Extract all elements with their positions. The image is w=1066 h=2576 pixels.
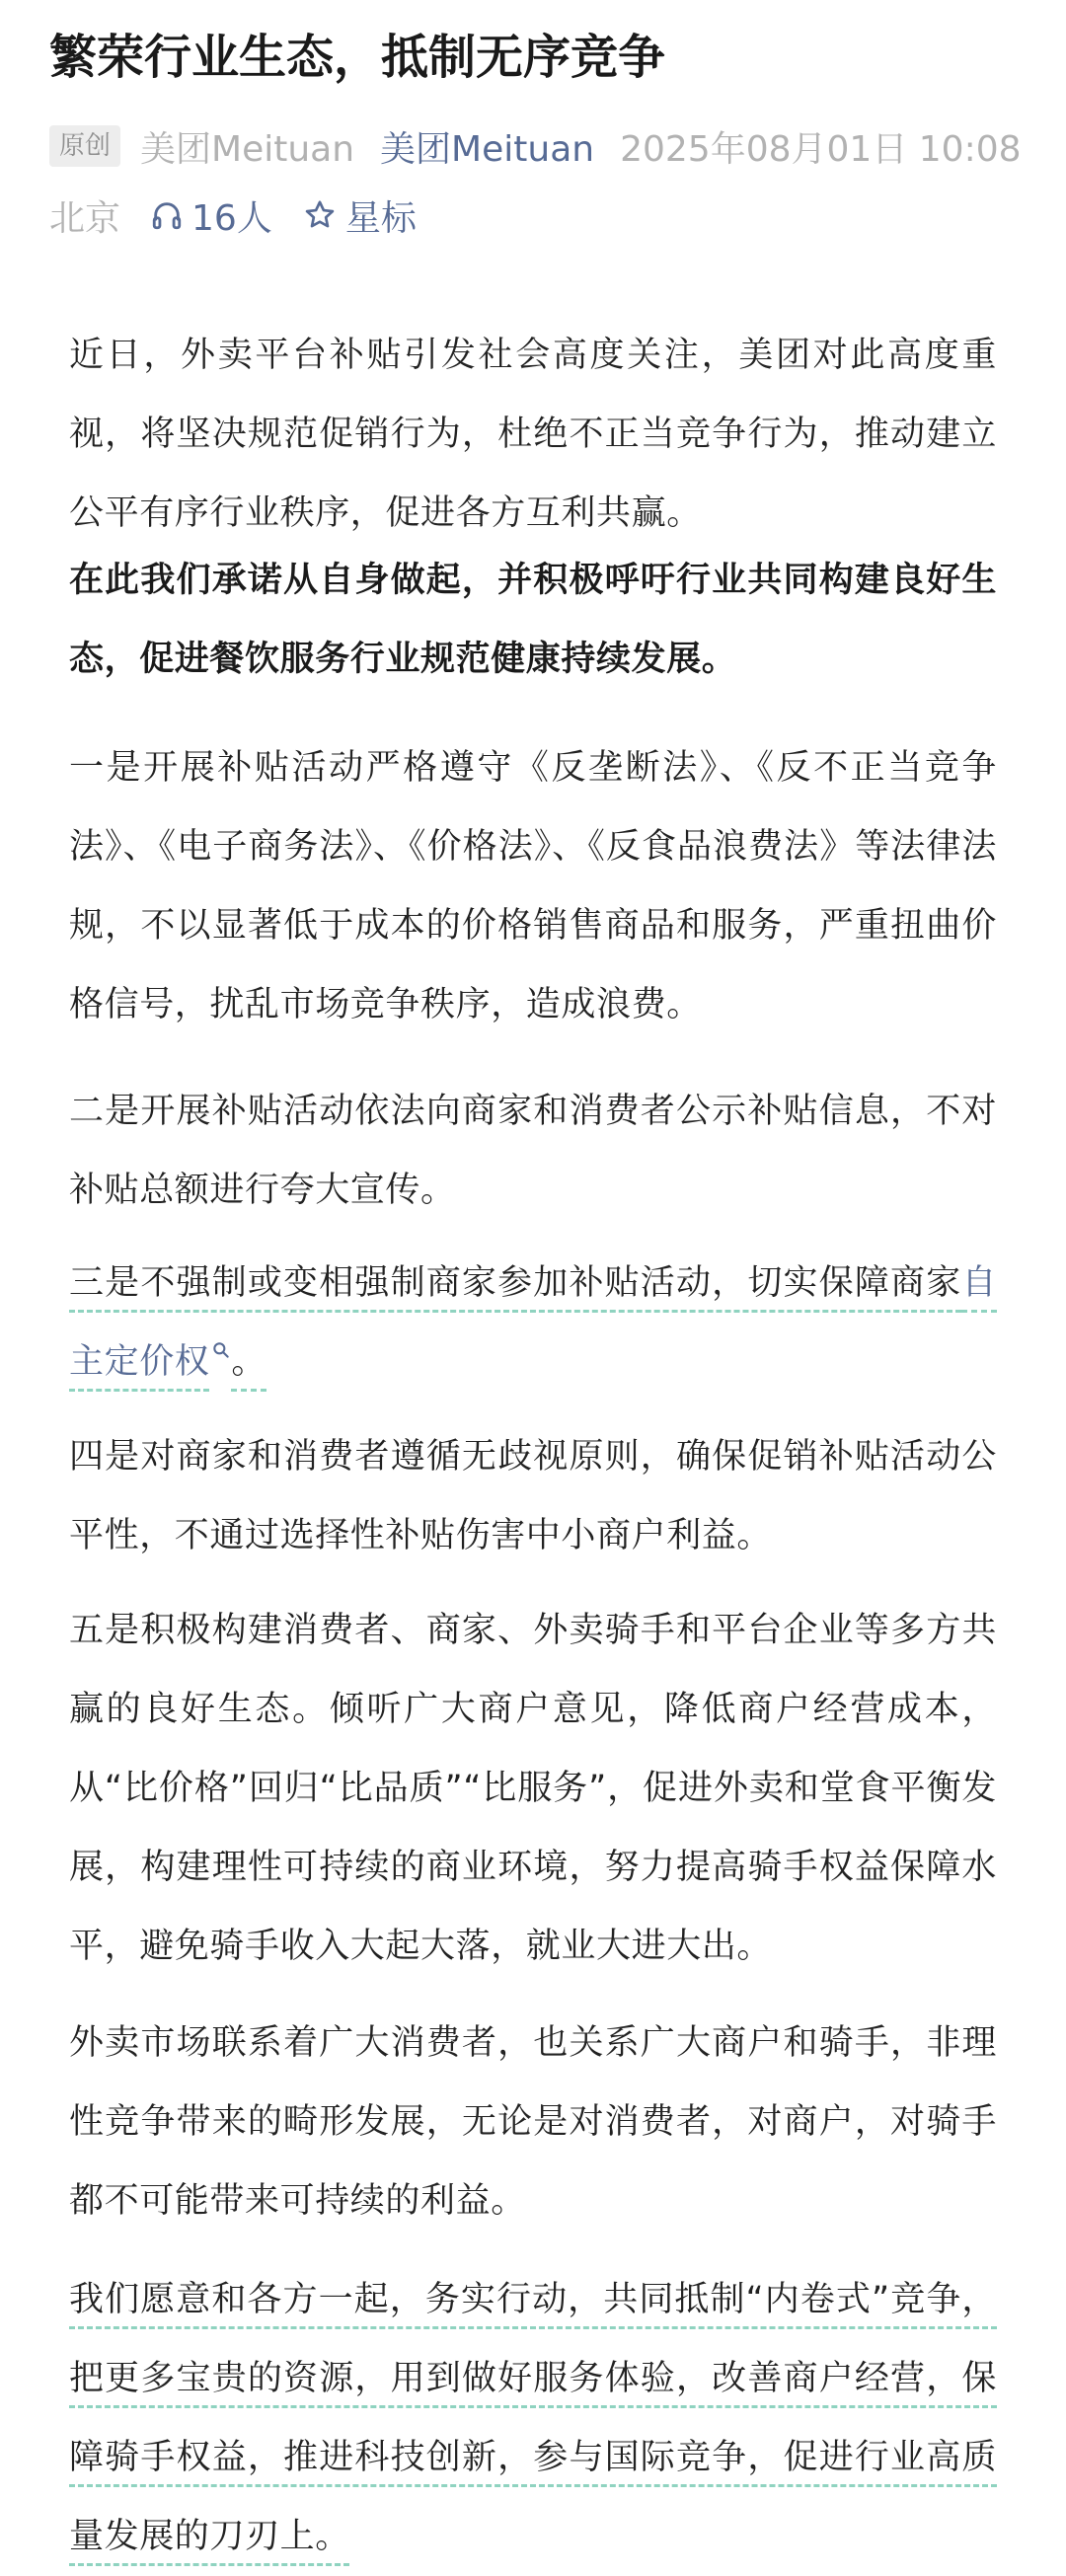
paragraph-closing-text: 我们愿意和各方一起，务实行动，共同抵制“内卷式”竞争，把更多宝贵的资源，用到做好服务体验，改善商户经营，保障骑手权益，推进科技创新，参与国际竞争，促进行业高质量发展的刀刃上。 <box>69 2280 997 2556</box>
paragraph-point-2: 二是开展补贴活动依法向商家和消费者公示补贴信息，不对补贴总额进行夸大宣传。 <box>69 1092 997 1210</box>
article-title: 繁荣行业生态，抵制无序竞争 <box>49 30 666 85</box>
star-outline-icon[interactable] <box>302 197 338 233</box>
paragraph-closing <box>69 2260 997 2576</box>
search-icon[interactable] <box>211 1340 231 1360</box>
keyword-link[interactable]: 自主定价权 <box>69 1263 997 1382</box>
paragraph-market: 外卖市场联系着广大消费者，也关系广大商户和骑手，非理性竞争带来的畸形发展，无论是对消费者，对商户，对骑手都不可能带来可持续的利益。 <box>69 2023 997 2221</box>
paragraph-point-5: 五是积极构建消费者、商家、外卖骑手和平台企业等多方共赢的良好生态。倾听广大商户意见，降低商户经营成本，从“比价格”回归“比品质”“比服务”，促进外卖和堂食平衡发展，构建理性可持续的商业环境，努力提高骑手权益保障水平，避免骑手收入大起大落，就业大进大出。 <box>69 1611 997 1966</box>
headphones-icon[interactable] <box>150 198 184 232</box>
account-name-link[interactable]: 美团Meituan <box>380 128 595 170</box>
original-badge: 原创 <box>49 125 120 167</box>
paragraph-point-4: 四是对商家和消费者遵循无歧视原则，确保促销补贴活动公平性，不通过选择性补贴伤害中小商户利益。 <box>69 1437 997 1555</box>
paragraph-commitment: 在此我们承诺从自身做起，并积极呼吁行业共同构建良好生态，促进餐饮服务行业规范健康持续发展。 <box>69 561 997 679</box>
article-meta-row-2 <box>49 188 417 243</box>
paragraph-point-3-text: 三是不强制或变相强制商家参加补贴活动，切实保障商家 <box>69 1263 962 1303</box>
star-button-label[interactable]: 星标 <box>344 197 417 239</box>
paragraph-point-1: 一是开展补贴活动严格遵守《反垄断法》、《反不正当竞争法》、《电子商务法》、《价格法》、《反食品浪费法》等法律法规，不以显著低于成本的价格销售商品和服务，严重扭曲价格信号，扰乱市场竞争秩序，造成浪费。 <box>69 748 997 1024</box>
location-label: 北京 <box>49 197 121 239</box>
paragraph-intro: 近日，外卖平台补贴引发社会高度关注，美团对此高度重视，将坚决规范促销行为，杜绝不正当竞争行为，推动建立公平有序行业秩序，促进各方互利共赢。 <box>69 336 997 533</box>
publish-time: 2025年08月01日 10:08 <box>620 128 1022 170</box>
article-meta-row <box>49 118 1022 174</box>
paragraph-point-3 <box>69 1244 997 1402</box>
paragraph-point-3-end: 。 <box>231 1342 267 1382</box>
author-name: 美团Meituan <box>140 128 355 170</box>
listen-count[interactable]: 16人 <box>191 197 272 239</box>
